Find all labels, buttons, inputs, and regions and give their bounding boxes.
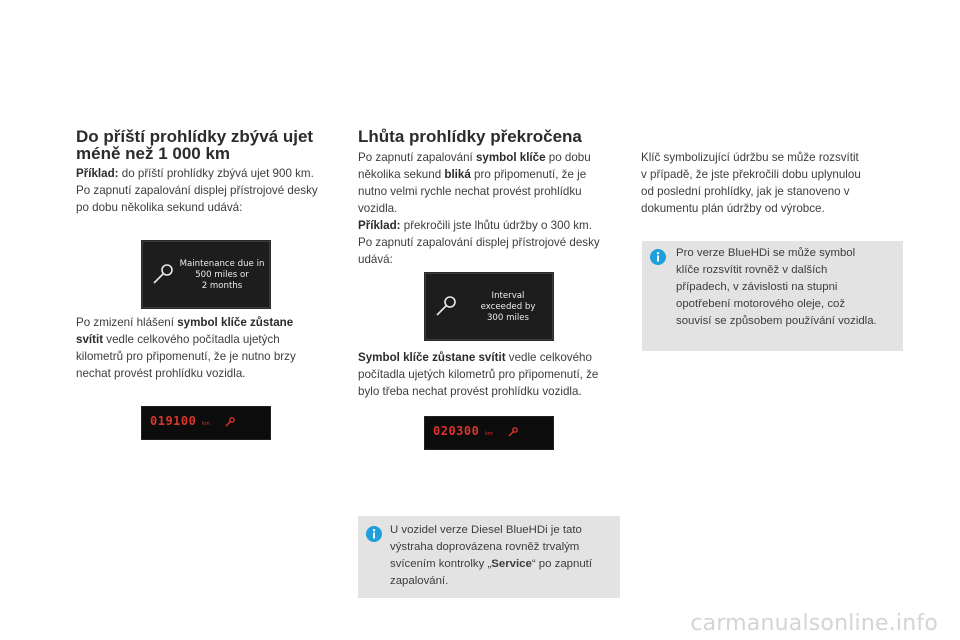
odometer-value: 019100 <box>150 414 197 428</box>
display-message: Interval exceeded by 300 miles <box>480 291 536 323</box>
odometer-unit: km <box>202 421 210 427</box>
info-text: U vozidel verze Diesel BlueHDi je tato výstraha doprovázena rovněž trvalým svícením kontrolky „Service“ po zapnutí zapalování. <box>390 524 592 587</box>
display-message: Maintenance due in 500 miles or 2 months <box>179 259 265 291</box>
info-icon <box>650 249 666 265</box>
paragraph-wrench-stays-lit-overdue: Symbol klíče zůstane svítit vedle celkového počítadla ujetých kilometrů pro připomenutí, že bylo třeba nechat provést prohlídku vozidla. <box>358 351 599 398</box>
wrench-icon <box>507 426 519 438</box>
paragraph-wrench-time-overdue: Klíč symbolizující údržbu se může rozsvítit v případě, že jste překročili dobu uplynulou od poslední prohlídky, jak je stanoveno v dokumentu plán údržby od výrobce. <box>641 151 861 215</box>
watermark: carmanualsonline.info <box>690 611 938 636</box>
dashboard-display-interval-exceeded <box>424 272 554 341</box>
wrench-icon <box>433 293 459 319</box>
dashboard-display-maintenance-due <box>141 240 271 309</box>
section-heading-overdue: Lhůta prohlídky překročena <box>358 127 582 146</box>
wrench-icon <box>150 261 176 287</box>
info-box-bluehdi-service <box>358 516 620 598</box>
wrench-icon <box>224 416 236 428</box>
odometer-unit: km <box>485 431 493 437</box>
odometer-display-2 <box>424 416 554 450</box>
info-icon <box>366 526 382 542</box>
info-text: Pro verze BlueHDi se může symbol klíče rozsvítit rovněž v dalších případech, v závislosti na stupni opotřebení motorového oleje, což souvisí se způsobem používání vozidla. <box>676 247 877 327</box>
info-box-bluehdi-oil-wear <box>642 241 903 351</box>
paragraph-wrench-flashes: Po zapnutí zapalování symbol klíče po dobu několika sekund bliká pro připomenutí, že je nutno velmi rychle nechat provést prohlídku vozidla. Příklad: překročili jste lhůtu údržby o 300 km. Po zapnutí zapalování displej přístrojové desky udává: <box>358 151 600 266</box>
paragraph-wrench-stays-lit: Po zmizení hlášení symbol klíče zůstane svítit vedle celkového počítadla ujetých kilometrů pro připomenutí, že je nutno brzy nechat provést prohlídku vozidla. <box>76 316 296 380</box>
section-heading-remaining: Do příští prohlídky zbývá ujet méně než 1 000 km <box>76 127 314 163</box>
odometer-value: 020300 <box>433 424 480 438</box>
paragraph-example-900: Příklad: do příští prohlídky zbývá ujet 900 km. Po zapnutí zapalování displej přístrojové desky po dobu několika sekund udává: <box>76 167 318 214</box>
odometer-display-1 <box>141 406 271 440</box>
